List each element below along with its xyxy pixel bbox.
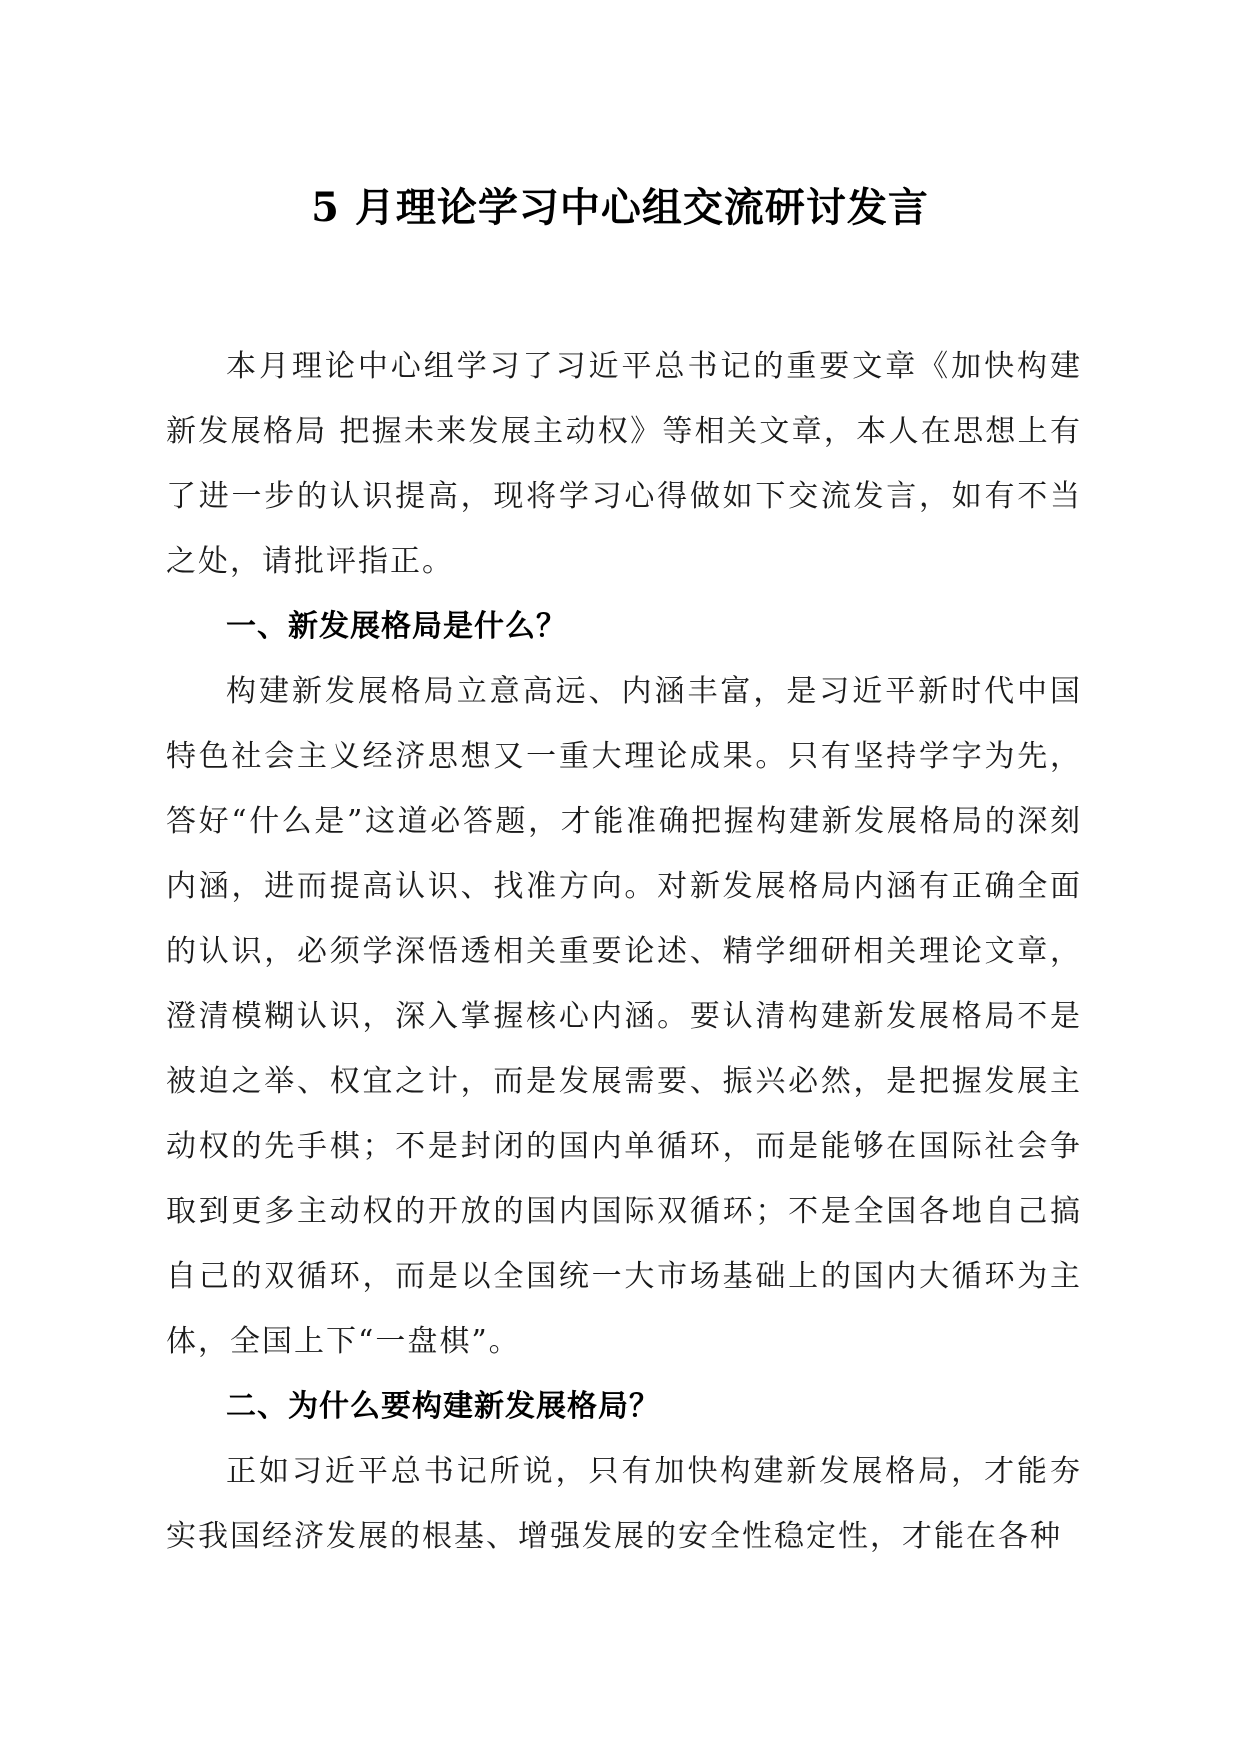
section-2-paragraph: 正如习近平总书记所说，只有加快构建新发展格局，才能夯实我国经济发展的根基、增强发展的安全性稳定性，才能在各种 [166,1454,1082,1554]
section-1-paragraph: 构建新发展格局立意高远、内涵丰富，是习近平新时代中国特色社会主义经济思想又一重大理论成果。只有坚持学字为先，答好“什么是”这道必答题，才能准确把握构建新发展格局的深刻内涵，进而提高认识、找准方向。对新发展格局内涵有正确全面的认识，必须学深悟透相关重要论述、精学细研相关理论文章，澄清模糊认识，深入掌握核心内涵。要认清构建新发展格局不是被迫之举、权宜之计，而是发展需要、振兴必然，是把握发展主动权的先手棋；不是封闭的国内单循环，而是能够在国际社会争取到更多主动权的开放的国内国际双循环；不是全国各地自己搞自己的双循环，而是以全国统一大市场基础上的国内大循环为主体，全国上下“一盘棋”。 [166,674,1082,1359]
document-title: 5 月理论学习中心组交流研讨发言 [311,184,929,231]
document-body [166,334,1082,1569]
section-1-heading: 一、新发展格局是什么？ [226,609,567,644]
intro-paragraph: 本月理论中心组学习了习近平总书记的重要文章《加快构建新发展格局 把握未来发展主动权》等相关文章，本人在思想上有了进一步的认识提高，现将学习心得做如下交流发言，如有不当之处，请批评指正。 [166,349,1082,579]
section-2-heading: 二、为什么要构建新发展格局？ [226,1389,660,1424]
